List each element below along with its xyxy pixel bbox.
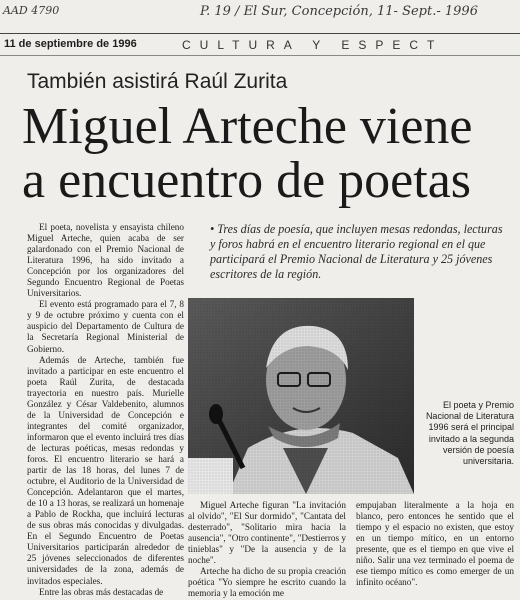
paragraph: Entre las obras más destacadas de	[39, 586, 164, 597]
issue-date: 11 de septiembre de 1996	[4, 38, 137, 50]
photo-caption: El poeta y Premio Nacional de Literatura 1996 será el principal invitado a la segunda versión de poesía universitaria.	[425, 400, 514, 467]
paragraph: Además de Arteche, también fue invitado a participar en este encuentro el poeta Raúl Zurita, de destacada trayectoria en nuestro país. Murielle González y César Valdebenito, alumnos de la Universidad de Concepción e integrantes del comité organizador, informaron que el evento incluirá tres días de lecturas poéticas, mesas redondas y foros. El encuentro literario se hará a partir de las 18 horas, del lunes 7 de octubre, el Auditorio de la Universidad de Concepción. Adelantaron que el martes, de 10 a 13 horas, se realizará un homenaje a Pablo de Rockha, que incluirá lecturas de sus obras más conocidas y divulgadas. En el Segundo Encuentro de Poetas Universitarios participarán alrededor de 25 jóvenes seleccionados de diferentes universidades de la zona, además de invitados especiales.	[27, 354, 184, 586]
body-column-2	[188, 500, 346, 599]
paragraph: El evento está programado para el 7, 8 y 9 de octubre próximo y cuenta con el auspicio del Departamento de Cultura de la Secretaría Regional Ministerial de Gobierno.	[27, 299, 184, 354]
handwritten-source-note: P. 19 / El Sur, Concepción, 11- Sept.- 1996	[200, 4, 478, 19]
body-column-1	[27, 222, 184, 598]
arteche-photo	[188, 298, 414, 494]
article-kicker: También asistirá Raúl Zurita	[27, 70, 288, 93]
section-name: CULTURA Y ESPECT	[182, 38, 444, 52]
article-lead: • Tres días de poesía, que incluyen mesas redondas, lecturas y foros habrá en el encuentro literario regional en el que participará el Premio Nacional de Literatura y 25 jóvenes escritores de la región.	[210, 222, 503, 281]
header-rule-bottom	[0, 55, 520, 56]
paragraph: empujaban literalmente a la hoja en blanco, pero entonces he sentido que el tiempo y el espacio no existen, que estoy en un tiempo mítico, en un entorno presente, que es el tiempo en que vive el niño. Salir una vez terminado el poema de ese tiempo mítico es como emerger de un infinito océano".	[356, 500, 514, 588]
paragraph: Miguel Arteche figuran "La invitación al olvido", "El Sur dormido", "Cantata del desterrado", "Solitario mira hacia la ausencia", "Otro continente", "Destierros y tinieblas" y "De la ausencia y de la noche".	[188, 500, 346, 566]
archive-code: AAD 4790	[3, 4, 60, 17]
paragraph: El poeta, novelista y ensayista chileno Miguel Arteche, quien acaba de ser galardonado con el Premio Nacional de Literatura 1996, ha sido invitado a Concepción por los organizadores del Segundo Encuentro Regional de Poetas Universitarios.	[27, 222, 184, 299]
article-title: Miguel Arteche viene a encuentro de poetas	[22, 98, 473, 209]
paragraph: Arteche ha dicho de su propia creación poética "Yo siempre he escrito cuando la memoria y la emoción me	[188, 566, 346, 599]
header-rule-top	[0, 33, 520, 34]
body-column-3	[356, 500, 514, 588]
